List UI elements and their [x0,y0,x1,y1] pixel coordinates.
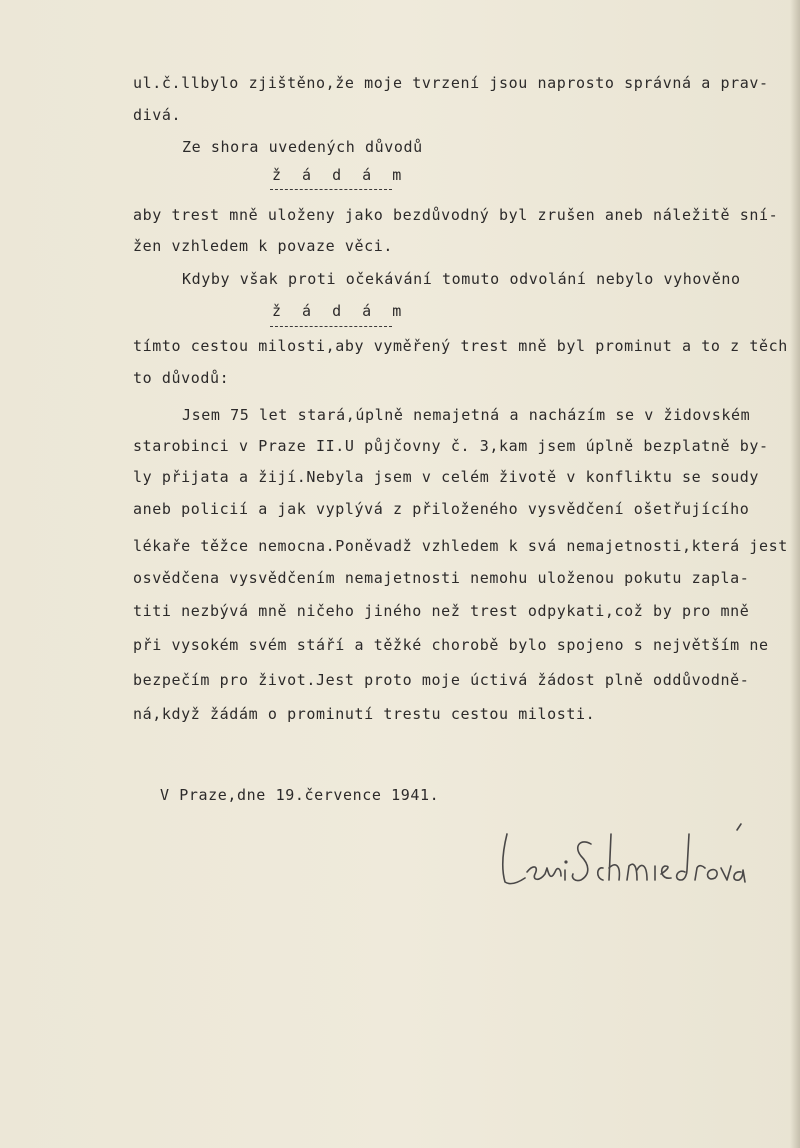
text-line-2: divá. [133,106,182,124]
text-line-3: Ze shora uvedených důvodů [182,138,423,156]
handwritten-signature [495,820,755,900]
heading-underline-2 [270,326,392,327]
text-line-18: při vysokém svém stáří a těžké chorobě bylo spojeno s největším ne [133,636,769,654]
text-line-14: aneb policií a jak vyplývá z přiloženého vysvědčení ošetřujícího [133,500,750,518]
heading-underline-1 [270,189,392,190]
text-line-1: ul.č.llbylo zjištěno,že moje tvrzení jsou naprosto správná a prav- [133,74,769,92]
text-line-20: ná,když žádám o prominutí trestu cestou milosti. [133,705,596,723]
text-line-12: starobinci v Praze II.U půjčovny č. 3,kam jsem úplně bezplatně by- [133,437,769,455]
text-line-10: to důvodů: [133,369,230,387]
date-line: V Praze,dne 19.července 1941. [160,786,440,804]
text-line-13: ly přijata a žijí.Nebyla jsem v celém životě v konfliktu se soudy [133,468,759,486]
text-line-16: osvědčena vysvědčením nemajetnosti nemohu uloženou pokutu zapla- [133,569,750,587]
text-line-15: lékaře těžce nemocna.Poněvadž vzhledem k svá nemajetnosti,která jest [133,537,788,555]
paper-edge-shadow [790,0,800,1148]
heading-zadam-1: ž á d á m [272,166,408,184]
text-line-6: žen vzhledem k povaze věci. [133,237,394,255]
heading-zadam-2: ž á d á m [272,302,408,320]
text-line-7: Kdyby však proti očekávání tomuto odvolání nebylo vyhověno [182,270,741,288]
text-line-11: Jsem 75 let stará,úplně nemajetná a nacházím se v židovském [182,406,751,424]
text-line-5: aby trest mně uloženy jako bezdůvodný byl zrušen aneb náležitě sní- [133,206,779,224]
text-line-17: titi nezbývá mně ničeho jiného než trest odpykati,což by pro mně [133,602,750,620]
text-line-9: tímto cestou milosti,aby vyměřený trest mně byl prominut a to z těch [133,337,788,355]
text-line-19: bezpečím pro život.Jest proto moje úctivá žádost plně oddůvodně- [133,671,750,689]
